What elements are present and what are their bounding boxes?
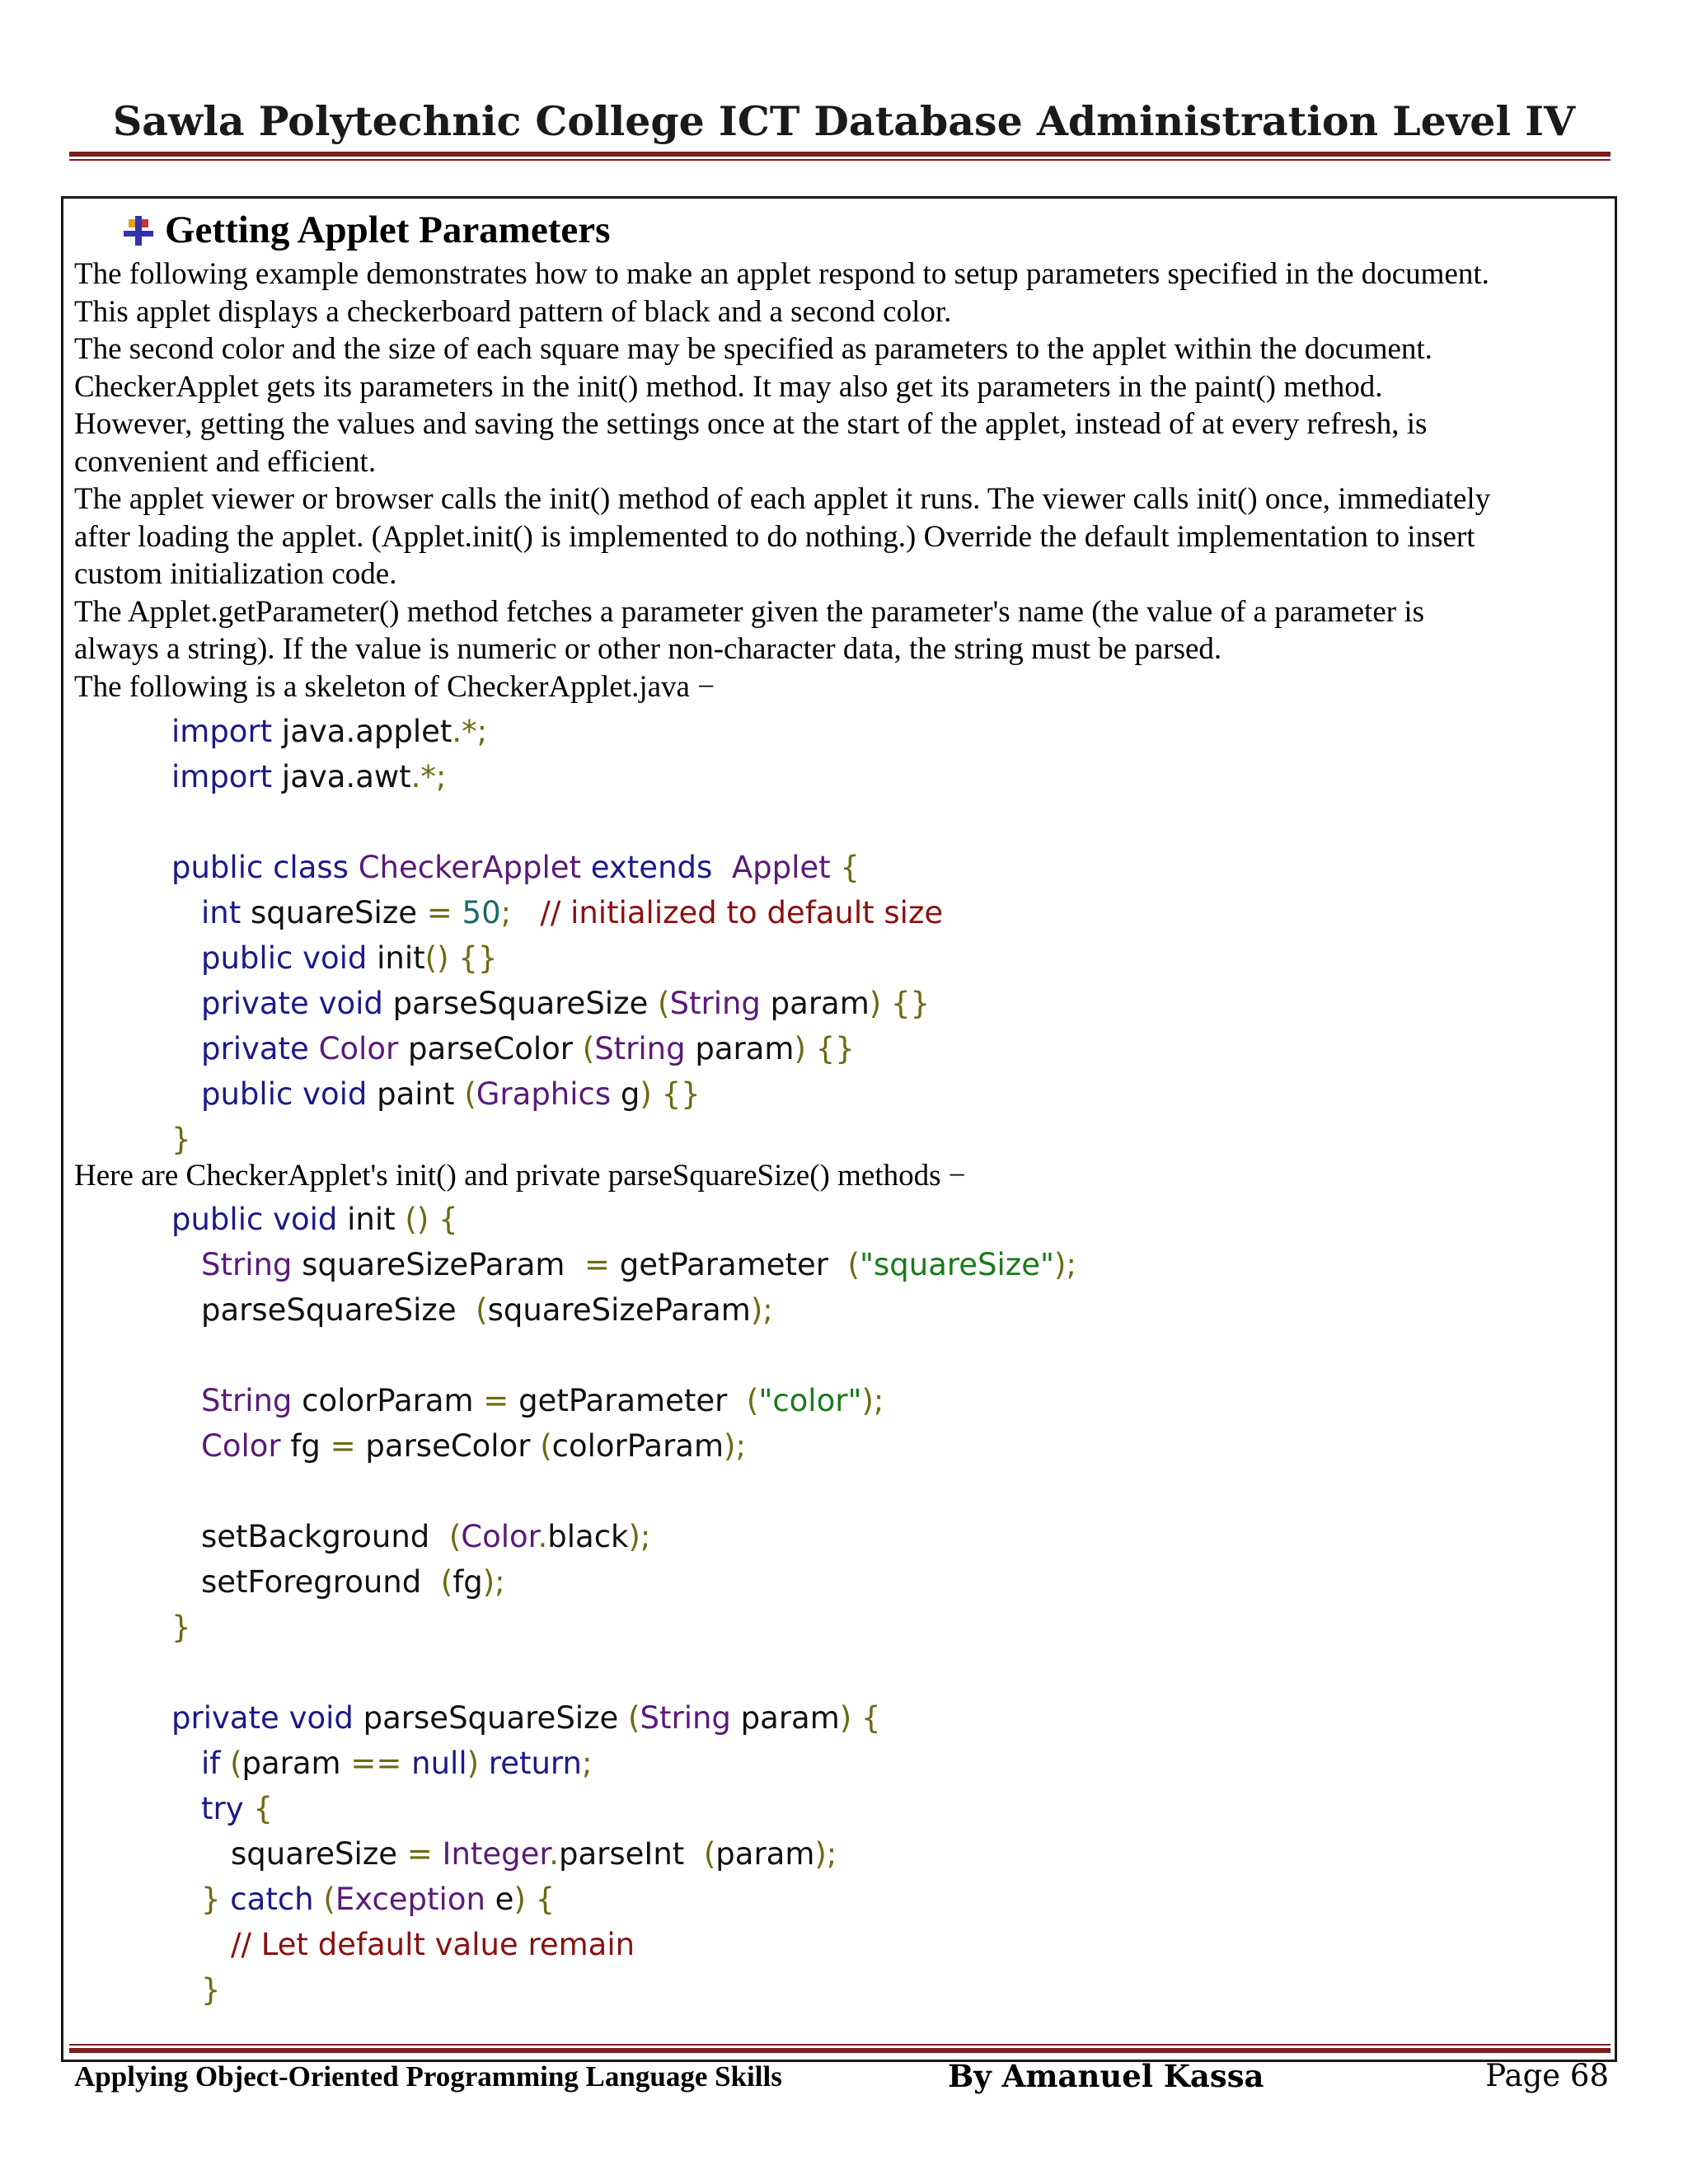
section-title: Getting Applet Parameters <box>165 209 611 251</box>
section-heading <box>124 204 1609 255</box>
text-line: The following is a skeleton of CheckerApplet.java − <box>74 669 715 704</box>
text-line: The applet viewer or browser calls the init() method of each applet it runs. The viewer calls init() once, immediately <box>74 482 1491 516</box>
text-line: However, getting the values and saving the settings once at the start of the applet, instead of at every refresh, is <box>74 407 1428 441</box>
text-line: The following example demonstrates how to make an applet respond to setup parameters specified in the document. <box>74 257 1489 291</box>
code-line: import java.awt.*; <box>171 759 447 794</box>
code-line: private void parseSquareSize (String param) {} <box>201 986 931 1021</box>
footer-rule-thick <box>69 2048 1611 2053</box>
header-rule-thick <box>69 152 1611 157</box>
code-line: public class CheckerApplet extends Applet { <box>171 850 860 885</box>
paragraph-5 <box>74 668 1609 706</box>
paragraph-3 <box>74 480 1609 593</box>
code-line: parseSquareSize (squareSizeParam); <box>201 1291 773 1328</box>
code-line: } <box>171 1122 191 1157</box>
footer-page-number: Page 68 <box>1485 2058 1609 2093</box>
paragraph-6 <box>74 1157 1609 1195</box>
code-line: squareSize = Integer.parseInt (param); <box>231 1835 837 1872</box>
text-line: The Applet.getParameter() method fetches a parameter given the parameter's name (the value of a parameter is <box>74 594 1425 629</box>
text-line: The second color and the size of each square may be specified as parameters to the applet within the document. <box>74 332 1432 366</box>
text-line: CheckerApplet gets its parameters in the init() method. It may also get its parameters in the paint() method. <box>74 369 1383 404</box>
code-line: public void init () { <box>171 1201 458 1237</box>
paragraph-1 <box>74 255 1609 330</box>
code-line: private void parseSquareSize (String param) { <box>171 1699 881 1736</box>
code-line: String colorParam = getParameter ("color"); <box>201 1382 884 1418</box>
header-rule-thin <box>69 159 1611 161</box>
text-line: convenient and efficient. <box>74 444 377 479</box>
code-line: setForeground (fg); <box>201 1563 505 1600</box>
code-line: public void paint (Graphics g) {} <box>201 1076 701 1112</box>
footer-rule-thin <box>69 2044 1611 2046</box>
text-line: custom initialization code. <box>74 557 397 591</box>
bullet-icon <box>124 216 153 246</box>
code-block-skeleton <box>171 709 1609 1162</box>
code-line: if (param == null) return; <box>201 1745 593 1781</box>
paragraph-4 <box>74 593 1609 668</box>
code-line: try { <box>201 1790 273 1826</box>
code-line: setBackground (Color.black); <box>201 1518 651 1554</box>
footer-author: By Amanuel Kassa <box>948 2058 1264 2094</box>
code-line: // Let default value remain <box>231 1926 635 1962</box>
text-line: always a string). If the value is numeric or other non-character data, the string must be parsed. <box>74 632 1222 666</box>
text-line: This applet displays a checkerboard pattern of black and a second color. <box>74 294 952 329</box>
code-line: private Color parseColor (String param) {} <box>201 1031 855 1066</box>
code-line: String squareSizeParam = getParameter ("squareSize"); <box>201 1246 1076 1282</box>
code-line: } catch (Exception e) { <box>201 1881 556 1917</box>
text-line: after loading the applet. (Applet.init() is implemented to do nothing.) Override the default implementation to insert <box>74 519 1475 554</box>
code-line: public void init() {} <box>201 940 498 976</box>
code-line: } <box>171 1609 191 1645</box>
code-line: int squareSize = 50; // initialized to default size <box>201 895 944 930</box>
footer-course-title: Applying Object-Oriented Programming Language Skills <box>74 2060 782 2093</box>
code-line: Color fg = parseColor (colorParam); <box>201 1427 746 1464</box>
code-line: import java.applet.*; <box>171 714 488 749</box>
code-line: } <box>201 1971 221 2008</box>
text-line: Here are CheckerApplet's init() and private parseSquareSize() methods − <box>74 1159 966 1193</box>
code-block-init <box>171 1197 1609 2013</box>
page-content <box>74 204 1609 2013</box>
page-header: Sawla Polytechnic College ICT Database Administration Level IV <box>112 97 1576 145</box>
paragraph-2 <box>74 330 1609 480</box>
